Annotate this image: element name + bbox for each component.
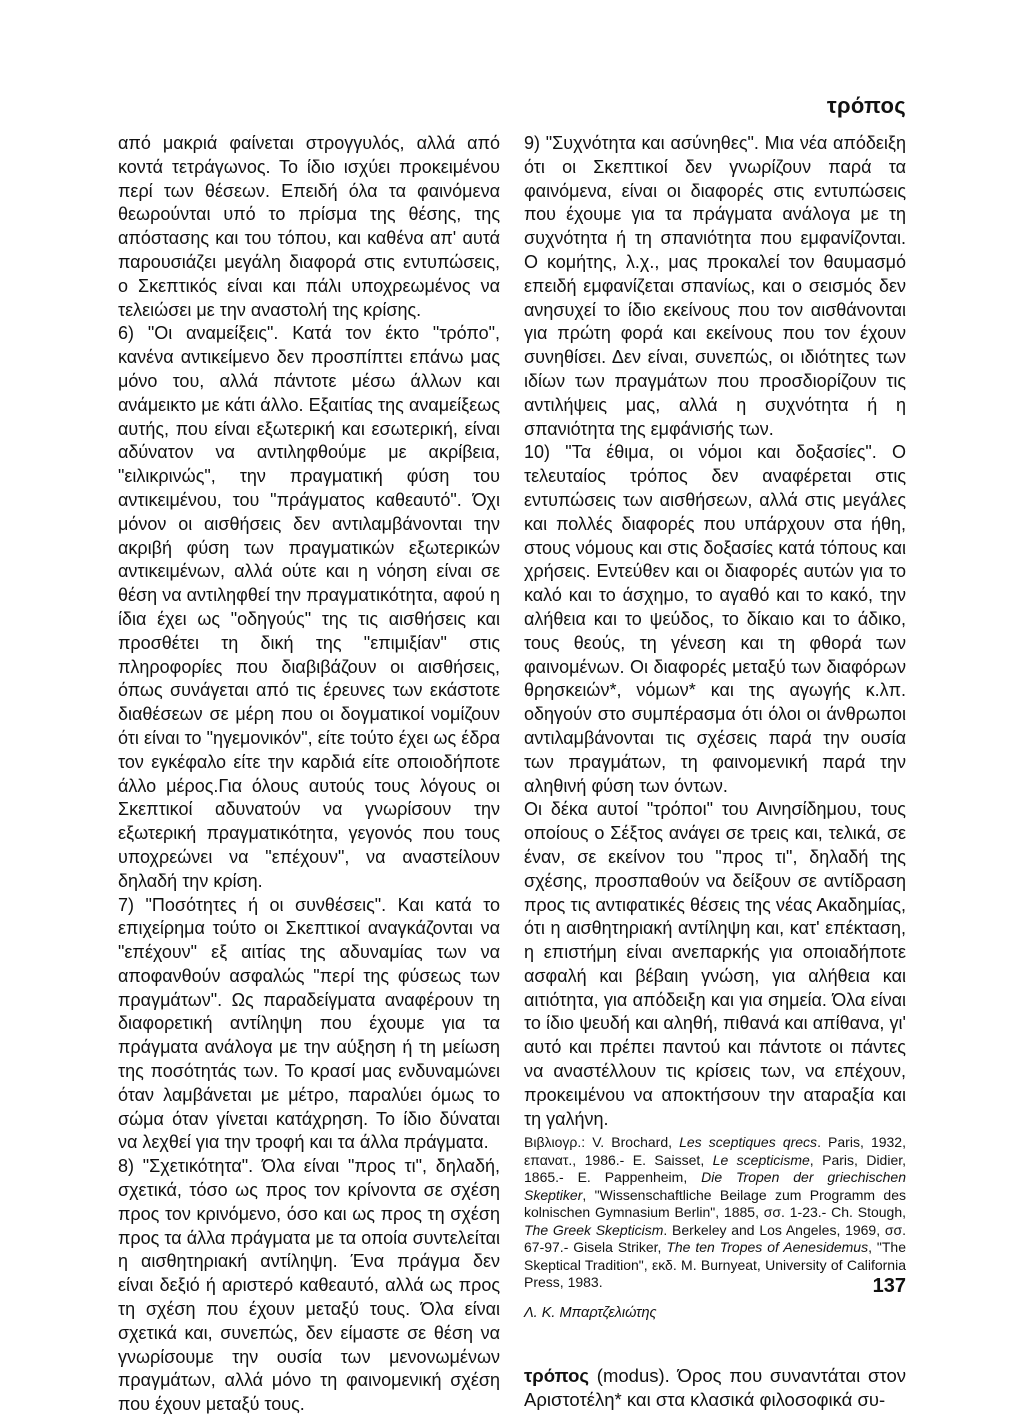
- article-author: Λ. Κ. Μπαρτζελιώτης: [524, 1304, 657, 1321]
- biblio-segment-1: . Paris, 1932, επανατ., 1986.- E. Saisset,: [524, 1134, 906, 1168]
- biblio-segment-3: , "Wissenschaftliche Beilage zum Programm des kolnischen Gymnasium Berlin", 1885, σσ. 1-23.- Ch. Stough,: [524, 1186, 906, 1221]
- paragraph-right-3: Οι δέκα αυτοί "τρόποι" του Αινησίδημου, τους οποίους ο Σέξτος ανάγει σε τρεις και, τελικά, σε έναν, σε εκείνον του "προς τι", δηλαδή της σχέσης, προσπαθούν να δείξουν σε αντίδραση προς τις αντιφατικές θέσεις της νέας Ακαδημίας, ότι η αισθητηριακή αντίληψη και, κατ' επέκταση, η επιστήμη είναι ανεπαρκής για οποιαδήποτε ασφαλή και βέβαιη γνώση, για αλήθεια και αιτιότητα, για απόδειξη και για σημεία. Όλα είναι το ίδιο ψευδή και αληθή, πιθανά και απίθανα, γι' αυτό και πρέπει παντού και πάντοτε οι πάντες να αναστέλλουν τις κρίσεις των, να επέχουν, προκειμένου να αποκτήσουν την αταραξία και τη γαλήνη.: [524, 799, 906, 1129]
- biblio-title-5: The ten Tropes of Aenesidemus: [666, 1239, 869, 1256]
- entry-text: (modus). Όρος που συναντάται στον Αριστοτέλη* και στα κλασικά φιλοσοφικά συ-: [524, 1364, 906, 1410]
- entry-headword: τρόπος: [524, 1364, 590, 1386]
- right-column: [524, 132, 906, 1412]
- page-number: 137: [872, 1275, 906, 1297]
- bibliography: [524, 1134, 906, 1292]
- paragraph-left-4: 8) "Σχετικότητα". Όλα είναι "προς τι", δηλαδή, σχετικά, τόσο ως προς τον κρίνοντα σε σχέση προς τον κρινόμενο, όσο και ως προς τη σχέση προς τα άλλα πράγματα με τα οποία συντελείται η αισθητηριακή αντίληψη. Ένα πράγμα δεν είναι δεξιό ή αριστερό καθεαυτό, αλλά ως προς τη σχέση που έχουν μεταξύ τους. Όλα είναι σχετικά και, συνεπώς, δεν είμαστε σε θέση να γνωρίσουμε την ουσία των μενονωμένων πραγμάτων, αλλά μόνο τη φαινομενική σχέση που έχουν μεταξύ τους.: [118, 1156, 500, 1415]
- biblio-title-4: The Greek Skepticism: [524, 1221, 664, 1238]
- paragraph-right-1: 9) "Συχνότητα και ασύνηθες". Μια νέα απόδειξη ότι οι Σκεπτικοί δεν γνωρίζουν παρά τα φαινόμενα, είναι οι διαφορές στις εντυπώσεις που έχουμε για τα πράγματα ανάλογα με τη συχνότητα ή τη σπανιότητα που εμφανίζονται. Ο κομήτης, λ.χ., μας προκαλεί τον θαυμασμό επειδή εμφανίζεται σπανίως, και ο σεισμός δεν ανησυχεί το ίδιο εκείνους που τον αισθάνονται για πρώτη φορά και εκείνους που τον έχουν συνηθίσει. Δεν είναι, συνεπώς, οι ιδιότητες των ιδίων των πραγμάτων που προσδιορίζουν τις αντιλήψεις μας, αλλά η συχνότητα ή η σπανιότητα της εμφάνισής των.: [524, 133, 906, 439]
- biblio-title-3: Die Tropen der griechischen Skeptiker: [524, 1169, 906, 1203]
- paragraph-right-2: 10) "Τα έθιμα, οι νόμοι και δοξασίες". Ο τελευταίος τρόπος δεν αναφέρεται στις εντυπώσεις των αισθήσεων, αλλά στις μεγάλες και πολλές διαφορές που υπάρχουν στα ήθη, στους νόμους και στις δοξασίες κατά τόπους και χρήσεις. Εντεύθεν και οι διαφορές αυτών για το καλό και το άσχημο, το αγαθό και το κακό, την αλήθεια και το ψεύδος, το δίκαιο και το άδικο, τους θεούς, τη γένεση και τη φθορά των φαινομένων. Οι διαφορές μεταξύ των διαφόρων θρησκειών*, νόμων* και της αγωγής κ.λπ. οδηγούν στο συμπέρασμα ότι όλοι οι άνθρωποι αντιλαμβάνονται τις σχέσεις παρά την ουσία των πραγμάτων, τη φαινομενική παρά την αληθινή φύση των όντων.: [524, 442, 906, 796]
- biblio-title-1: Les sceptiques qrecs: [679, 1134, 818, 1151]
- biblio-prefix: Βιβλιογρ.: V. Brochard,: [524, 1134, 680, 1151]
- dictionary-entry: [524, 1364, 906, 1412]
- paragraph-left-3: 7) "Ποσότητες ή οι συνθέσεις". Και κατά το επιχείρημα τούτο οι Σκεπτικοί αναγκάζονται να "επέχουν" εξ αιτίας της αδυναμίας των να αποφανθούν ασφαλώς "περί της φύσεως των πραγμάτων". Ως παραδείγματα αναφέρουν τη διαφορετική αντίληψη που έχουμε για τα πράγματα ανάλογα με την αύξηση ή τη μείωση της ποσότητάς των. Το κρασί μας ενδυναμώνει όταν λαμβάνεται με μέτρο, παραλύει όμως το σώμα όταν γίνεται κατάχρηση. Το ίδιο δύναται να λεχθεί για την τροφή και τα άλλα πράγματα.: [118, 894, 500, 1153]
- paragraph-left-2: 6) "Οι αναμείξεις". Κατά τον έκτο "τρόπο", κανένα αντικείμενο δεν προσπίπτει επάνω μας μόνο του, αλλά πάντοτε μέσω άλλων και ανάμεικτο με κάτι άλλο. Εξαιτίας της αναμείξεως αυτής, που είναι εξωτερική και εσωτερική, είναι αδύνατον να αντιληφθούμε με ακρίβεια, "ειλικρινώς", την πραγματική φύση του αντικειμένου, του "πράγματος καθεαυτό". Όχι μόνον οι αισθήσεις δεν αντιλαμβάνονται την ακριβή φύση των πραγματικών εξωτερικών αντικειμένων, αλλά ούτε και η νόηση είναι σε θέση να αντιληφθεί την πραγματικότητα, αφού η ίδια έχει ως "οδηγούς" της τις αισθήσεις και προσθέτει τη δική της "επιμιξίαν" στις πληροφορίες που διαβιβάζουν οι αισθήσεις, όπως συνάγεται από τις έρευνες των εκάστοτε διαθέσεων σε μέρη που οι δογματικοί νομίζουν ότι είναι το "ηγεμονικόν", είτε τούτο έχει ως έδρα τον εγκέφαλο είτε την καρδιά είτε οποιοδήποτε άλλο μέρος.Για όλους αυτούς τους λόγους οι Σκεπτικοί αδυνατούν να γνωρίσουν την εξωτερική πραγματικότητα, γεγονός που τους υποχρεώνει να "επέχουν", να αναστείλουν δηλαδή την κρίση.: [118, 323, 500, 891]
- biblio-segment-4: . Berkeley and Los Angeles, 1969, σσ. 67-97.- Gisela Striker,: [524, 1221, 906, 1256]
- biblio-segment-5: , "The Skeptical Tradition", εκδ. M. Burnyeat, University of California Press, 1983.: [524, 1239, 906, 1291]
- biblio-segment-2: , Paris, Didier, 1865.- E. Pappenheim,: [524, 1151, 907, 1186]
- biblio-title-2: Le scepticisme: [712, 1151, 810, 1168]
- left-column: [118, 132, 500, 1417]
- running-head: τρόπος: [826, 93, 906, 118]
- paragraph-left-1: από μακριά φαίνεται στρογγυλός, αλλά από κοντά τετράγωνος. Το ίδιο ισχύει προκειμένου περί των θέσεων. Επειδή όλα τα φαινόμενα θεωρούνται υπό το πρίσμα της θέσης, της απόστασης και του τόπου, και καθένα απ' αυτά παρουσιάζει μεγάλη διαφορά στις εντυπώσεις, ο Σκεπτικός είναι και πάλι υποχρεωμένος να τελειώσει με την αναστολή της κρίσης.: [118, 133, 500, 320]
